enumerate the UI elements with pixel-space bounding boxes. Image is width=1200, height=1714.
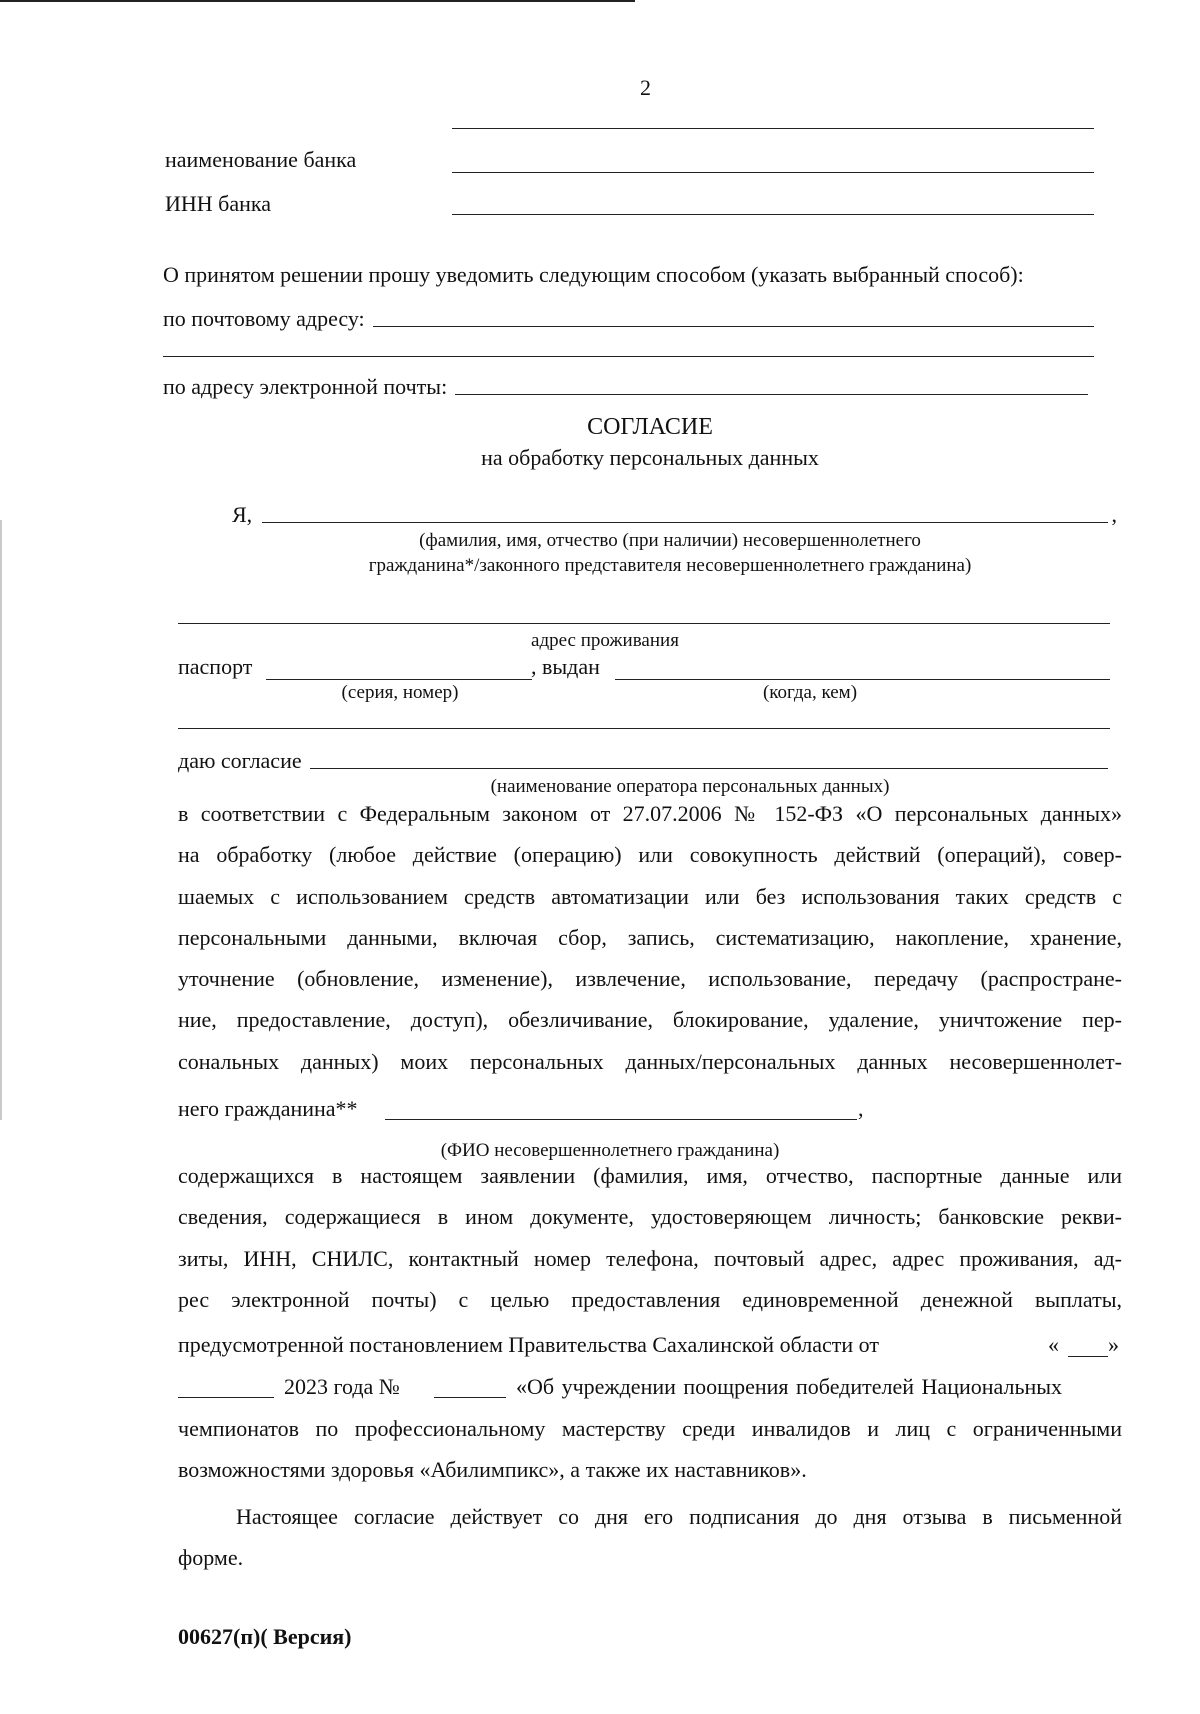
- body-line: зиты, ИНН, СНИЛС, контактный номер телефона, почтовый адрес, адрес проживания, ад-: [178, 1245, 1122, 1271]
- postal-address-field[interactable]: [373, 326, 1094, 327]
- series-hint: (серия, номер): [341, 682, 459, 703]
- fio-field[interactable]: [262, 522, 1107, 523]
- operator-field[interactable]: [310, 768, 1108, 769]
- decree-line-a: предусмотренной постановлением Правительства Сахалинской области от: [178, 1332, 879, 1357]
- body-line: возможностями здоровья «Абилимпикс», а также их наставников».: [178, 1457, 807, 1483]
- postal-address-field-2[interactable]: [163, 356, 1094, 357]
- bank-name-label: наименование банка: [165, 147, 357, 172]
- footer-code-text: 00627(п)( Версия): [178, 1624, 352, 1649]
- postal-address-row: [163, 306, 1094, 332]
- email-row: [163, 374, 1088, 400]
- address-field[interactable]: [178, 623, 1110, 624]
- scan-top-edge: [0, 0, 635, 2]
- decree-title-start: «Об учреждении поощрения победителей Национальных: [516, 1374, 1063, 1399]
- page-number: 2: [640, 75, 651, 100]
- fio-hint-2: гражданина*/законного представителя несовершеннолетнего гражданина): [368, 555, 972, 576]
- body-line: уточнение (обновление, изменение), извлечение, использование, передачу (распростране-: [178, 966, 1122, 992]
- passport-issued-field[interactable]: [615, 679, 1110, 680]
- passport-issued-field-2[interactable]: [178, 728, 1110, 729]
- validity-line-2: форме.: [178, 1545, 244, 1571]
- body-line: шаемых с использованием средств автоматизации или без использования таких средств с: [178, 883, 1122, 909]
- body-line: на обработку (любое действие (операцию) или совокупность действий (операций), совер-: [178, 842, 1122, 868]
- minor-fio-field[interactable]: [385, 1119, 857, 1120]
- operator-hint: (наименование оператора персональных данных): [490, 776, 890, 797]
- body-line: сведения, содержащиеся в ином документе, удостоверяющем личность; банковские рекви-: [178, 1204, 1122, 1230]
- operator-row: [178, 748, 1108, 774]
- notify-prompt: О принятом решении прошу уведомить следующим способом (указать выбранный способ):: [163, 262, 1024, 287]
- body-line: рес электронной почты) с целью предоставления единовременной денежной выплаты,: [178, 1286, 1122, 1312]
- validity-paragraph: [178, 1496, 1122, 1579]
- issued-label: , выдан: [531, 654, 600, 679]
- consent-body-1: [178, 793, 1122, 1082]
- consent-body-3: [178, 1408, 1122, 1491]
- bank-line-top: [452, 128, 1094, 129]
- give-consent-label: даю согласие: [178, 748, 302, 773]
- body-line: персональными данными, включая сбор, запись, систематизацию, накопление, хранение,: [178, 924, 1122, 950]
- body-line: содержащихся в настоящем заявлении (фамилия, имя, отчество, паспортные данные или: [178, 1163, 1122, 1188]
- postal-address-label: по почтовому адресу:: [163, 306, 365, 331]
- validity-line-1: Настоящее согласие действует со дня его подписания до дня отзыва в письменной: [236, 1504, 1122, 1529]
- decree-quote-open: «: [1048, 1332, 1059, 1357]
- fio-hint-1: (фамилия, имя, отчество (при наличии) несовершеннолетнего: [419, 530, 921, 551]
- address-hint: адрес проживания: [531, 630, 679, 651]
- minor-comma: ,: [858, 1096, 864, 1121]
- passport-series-field[interactable]: [266, 679, 532, 680]
- decree-month-field[interactable]: [178, 1397, 274, 1398]
- email-field[interactable]: [455, 394, 1088, 395]
- passport-label: паспорт: [178, 654, 253, 679]
- body-line: сональных данных) моих персональных данных/персональных данных несовершеннолет-: [178, 1048, 1122, 1074]
- minor-label: него гражданина**: [178, 1096, 358, 1121]
- decree-quote-close: »: [1108, 1332, 1119, 1357]
- when-hint: (когда, кем): [762, 682, 858, 703]
- consent-subtitle: на обработку персональных данных: [481, 445, 819, 470]
- body-line: чемпионатов по профессиональному мастерству среди инвалидов и лиц с ограниченными: [178, 1416, 1122, 1441]
- fio-row: [232, 502, 1117, 528]
- i-comma: ,: [1111, 502, 1117, 527]
- body-line: в соответствии с Федеральным законом от 27.07.2006 № 152-ФЗ «О персональных данных»: [178, 801, 1122, 826]
- bank-inn-label: ИНН банка: [165, 191, 272, 216]
- consent-title: СОГЛАСИЕ: [587, 414, 713, 440]
- decree-year: 2023 года №: [284, 1374, 400, 1399]
- body-line: ние, предоставление, доступ), обезличивание, блокирование, удаление, уничтожение пер-: [178, 1007, 1122, 1033]
- i-label: Я,: [232, 502, 253, 527]
- bank-name-field[interactable]: [452, 172, 1094, 173]
- email-label: по адресу электронной почты:: [163, 374, 448, 399]
- decree-day-field[interactable]: [1068, 1356, 1108, 1357]
- minor-hint: (ФИО несовершеннолетнего гражданина): [440, 1140, 780, 1161]
- footer-code: [178, 1624, 352, 1650]
- decree-number-field[interactable]: [434, 1397, 506, 1398]
- bank-inn-field[interactable]: [452, 214, 1094, 215]
- consent-body-2: [178, 1155, 1122, 1320]
- scan-margin-mark: [0, 520, 2, 1120]
